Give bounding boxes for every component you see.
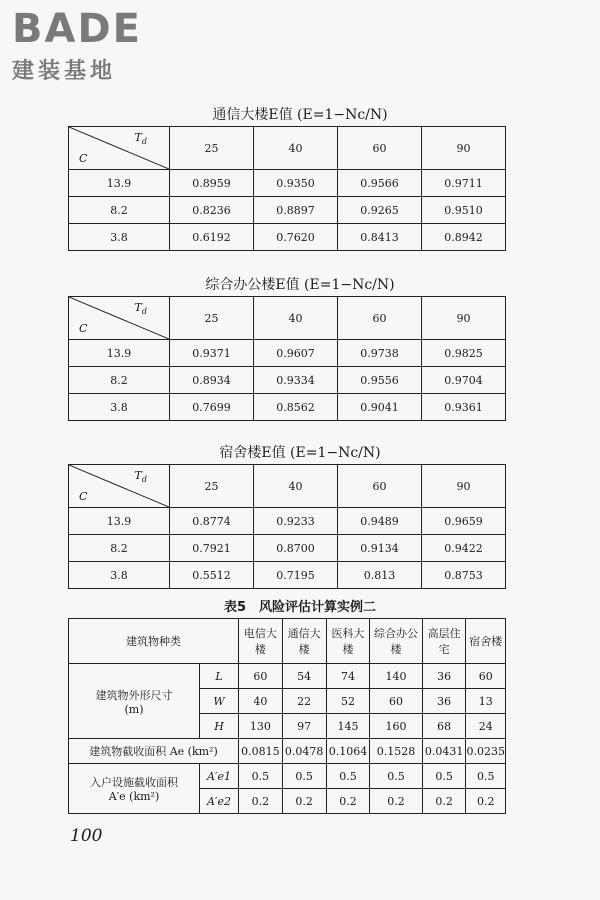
- td-value-header: 90: [422, 465, 506, 508]
- e-value-cell: 0.9607: [254, 340, 338, 367]
- building-header: 综合办公楼: [370, 619, 422, 664]
- dim-key: L: [200, 664, 239, 689]
- e-value-cell: 0.9350: [254, 170, 338, 197]
- e-value-cell: 0.9233: [254, 508, 338, 535]
- dim-key: H: [200, 714, 239, 739]
- building-header: 医科大楼: [326, 619, 370, 664]
- e-value-cell: 0.9265: [338, 197, 422, 224]
- e-value-cell: 0.8934: [170, 367, 254, 394]
- cell: 0.1528: [370, 739, 422, 764]
- td-value-header: 40: [254, 465, 338, 508]
- cell: 54: [282, 664, 326, 689]
- building-header: 电信大楼: [239, 619, 283, 664]
- cell: 0.2: [466, 789, 506, 814]
- e-value-cell: 0.8959: [170, 170, 254, 197]
- e-value-cell: 0.8942: [422, 224, 506, 251]
- brand-logo: [12, 8, 212, 85]
- td-letter: T: [134, 469, 142, 482]
- ae2-label-2: A′e (km²): [108, 790, 160, 803]
- cell: 0.2: [370, 789, 422, 814]
- c-label: C: [79, 152, 88, 165]
- dim-label-cell: [69, 664, 200, 739]
- td-sub: d: [141, 137, 147, 147]
- td-value-header: 25: [170, 465, 254, 508]
- c-value: 13.9: [69, 508, 170, 535]
- e-value-cell: 0.9711: [422, 170, 506, 197]
- td-letter: T: [134, 131, 142, 144]
- c-value: 13.9: [69, 340, 170, 367]
- td-value-header: 60: [338, 297, 422, 340]
- ae2-label-1: 入户设施截收面积: [90, 776, 178, 789]
- building-header: 通信大楼: [282, 619, 326, 664]
- e-value-cell: 0.8700: [254, 535, 338, 562]
- e-value-cell: 0.9334: [254, 367, 338, 394]
- e-value-cell: 0.6192: [170, 224, 254, 251]
- td-sub: d: [141, 475, 147, 485]
- table5-title: 表5 风险评估计算实例二: [223, 600, 377, 615]
- cell: 0.2: [326, 789, 370, 814]
- dim-unit: (m): [124, 702, 144, 716]
- cell: 0.0235: [466, 739, 506, 764]
- cell: 52: [326, 689, 370, 714]
- c-value: 8.2: [69, 535, 170, 562]
- c-value: 3.8: [69, 394, 170, 421]
- diag-header: [69, 465, 170, 508]
- cell: 0.2: [239, 789, 283, 814]
- cell: 36: [422, 664, 466, 689]
- logo-subtitle: 建装基地: [12, 59, 117, 84]
- td-value-header: 90: [422, 297, 506, 340]
- td-label: [135, 301, 147, 316]
- e-table-title: 宿舍楼E值 (E=1−Nc/N): [219, 445, 381, 461]
- e-value-cell: 0.7195: [254, 562, 338, 589]
- cell: 0.1064: [326, 739, 370, 764]
- e-value-table: [68, 464, 506, 589]
- td-value-header: 40: [254, 127, 338, 170]
- e-value-cell: 0.9510: [422, 197, 506, 224]
- page-number: 100: [70, 826, 103, 846]
- cell: 0.5: [239, 764, 283, 789]
- ae-key: A′e2: [200, 789, 239, 814]
- c-value: 8.2: [69, 367, 170, 394]
- cell: 0.0478: [282, 739, 326, 764]
- cell: 97: [282, 714, 326, 739]
- c-value: 3.8: [69, 224, 170, 251]
- cell: 36: [422, 689, 466, 714]
- ae-label: 建筑物截收面积 Ae (km²): [69, 739, 239, 764]
- diag-header: [69, 127, 170, 170]
- td-value-header: 60: [338, 127, 422, 170]
- td-value-header: 40: [254, 297, 338, 340]
- diag-header: [69, 297, 170, 340]
- cell: 60: [239, 664, 283, 689]
- e-value-cell: 0.8236: [170, 197, 254, 224]
- td-value-header: 60: [338, 465, 422, 508]
- ae2-label-cell: [69, 764, 200, 814]
- building-header: 宿舍楼: [466, 619, 506, 664]
- e-value-cell: 0.9371: [170, 340, 254, 367]
- cell: 22: [282, 689, 326, 714]
- cell: 0.0815: [239, 739, 283, 764]
- e-value-cell: 0.9422: [422, 535, 506, 562]
- cell: 140: [370, 664, 422, 689]
- e-value-cell: 0.9489: [338, 508, 422, 535]
- c-value: 3.8: [69, 562, 170, 589]
- e-value-cell: 0.9361: [422, 394, 506, 421]
- cell: 0.5: [466, 764, 506, 789]
- cell: 160: [370, 714, 422, 739]
- cell: 130: [239, 714, 283, 739]
- cell: 145: [326, 714, 370, 739]
- td-letter: T: [134, 301, 142, 314]
- cell: 0.5: [370, 764, 422, 789]
- e-value-cell: 0.5512: [170, 562, 254, 589]
- c-label: C: [79, 490, 88, 503]
- e-value-cell: 0.9134: [338, 535, 422, 562]
- cell: 0.5: [326, 764, 370, 789]
- risk-assessment-table: [68, 618, 506, 814]
- dim-label: 建筑物外形尺寸: [95, 688, 173, 702]
- cell: 0.2: [422, 789, 466, 814]
- cell: 60: [370, 689, 422, 714]
- e-value-cell: 0.9041: [338, 394, 422, 421]
- e-table-title: 通信大楼E值 (E=1−Nc/N): [212, 107, 388, 123]
- e-value-cell: 0.7699: [170, 394, 254, 421]
- e-value-cell: 0.8413: [338, 224, 422, 251]
- cell: 0.2: [282, 789, 326, 814]
- e-value-cell: 0.7921: [170, 535, 254, 562]
- cell: 60: [466, 664, 506, 689]
- e-value-cell: 0.9738: [338, 340, 422, 367]
- e-value-cell: 0.8562: [254, 394, 338, 421]
- logo-brand-text: BADE: [12, 6, 142, 52]
- ae-key: A′e1: [200, 764, 239, 789]
- cell: 0.5: [282, 764, 326, 789]
- cell: 40: [239, 689, 283, 714]
- td-value-header: 90: [422, 127, 506, 170]
- e-value-cell: 0.9566: [338, 170, 422, 197]
- c-value: 13.9: [69, 170, 170, 197]
- cell: 13: [466, 689, 506, 714]
- e-value-cell: 0.8774: [170, 508, 254, 535]
- e-value-cell: 0.813: [338, 562, 422, 589]
- e-value-cell: 0.8753: [422, 562, 506, 589]
- e-value-table: [68, 126, 506, 251]
- e-value-cell: 0.9704: [422, 367, 506, 394]
- e-table-title: 综合办公楼E值 (E=1−Nc/N): [205, 277, 395, 293]
- e-value-cell: 0.9556: [338, 367, 422, 394]
- building-header: 高层住宅: [422, 619, 466, 664]
- e-value-cell: 0.9659: [422, 508, 506, 535]
- td-label: [135, 131, 147, 146]
- e-value-cell: 0.9825: [422, 340, 506, 367]
- c-label: C: [79, 322, 88, 335]
- dim-key: W: [200, 689, 239, 714]
- e-value-cell: 0.7620: [254, 224, 338, 251]
- cell: 0.5: [422, 764, 466, 789]
- cell: 24: [466, 714, 506, 739]
- cell: 0.0431: [422, 739, 466, 764]
- cell: 68: [422, 714, 466, 739]
- cell: 74: [326, 664, 370, 689]
- type-label: 建筑物种类: [69, 619, 239, 664]
- e-value-table: [68, 296, 506, 421]
- td-sub: d: [141, 307, 147, 317]
- td-value-header: 25: [170, 297, 254, 340]
- td-label: [135, 469, 147, 484]
- td-value-header: 25: [170, 127, 254, 170]
- c-value: 8.2: [69, 197, 170, 224]
- e-value-cell: 0.8897: [254, 197, 338, 224]
